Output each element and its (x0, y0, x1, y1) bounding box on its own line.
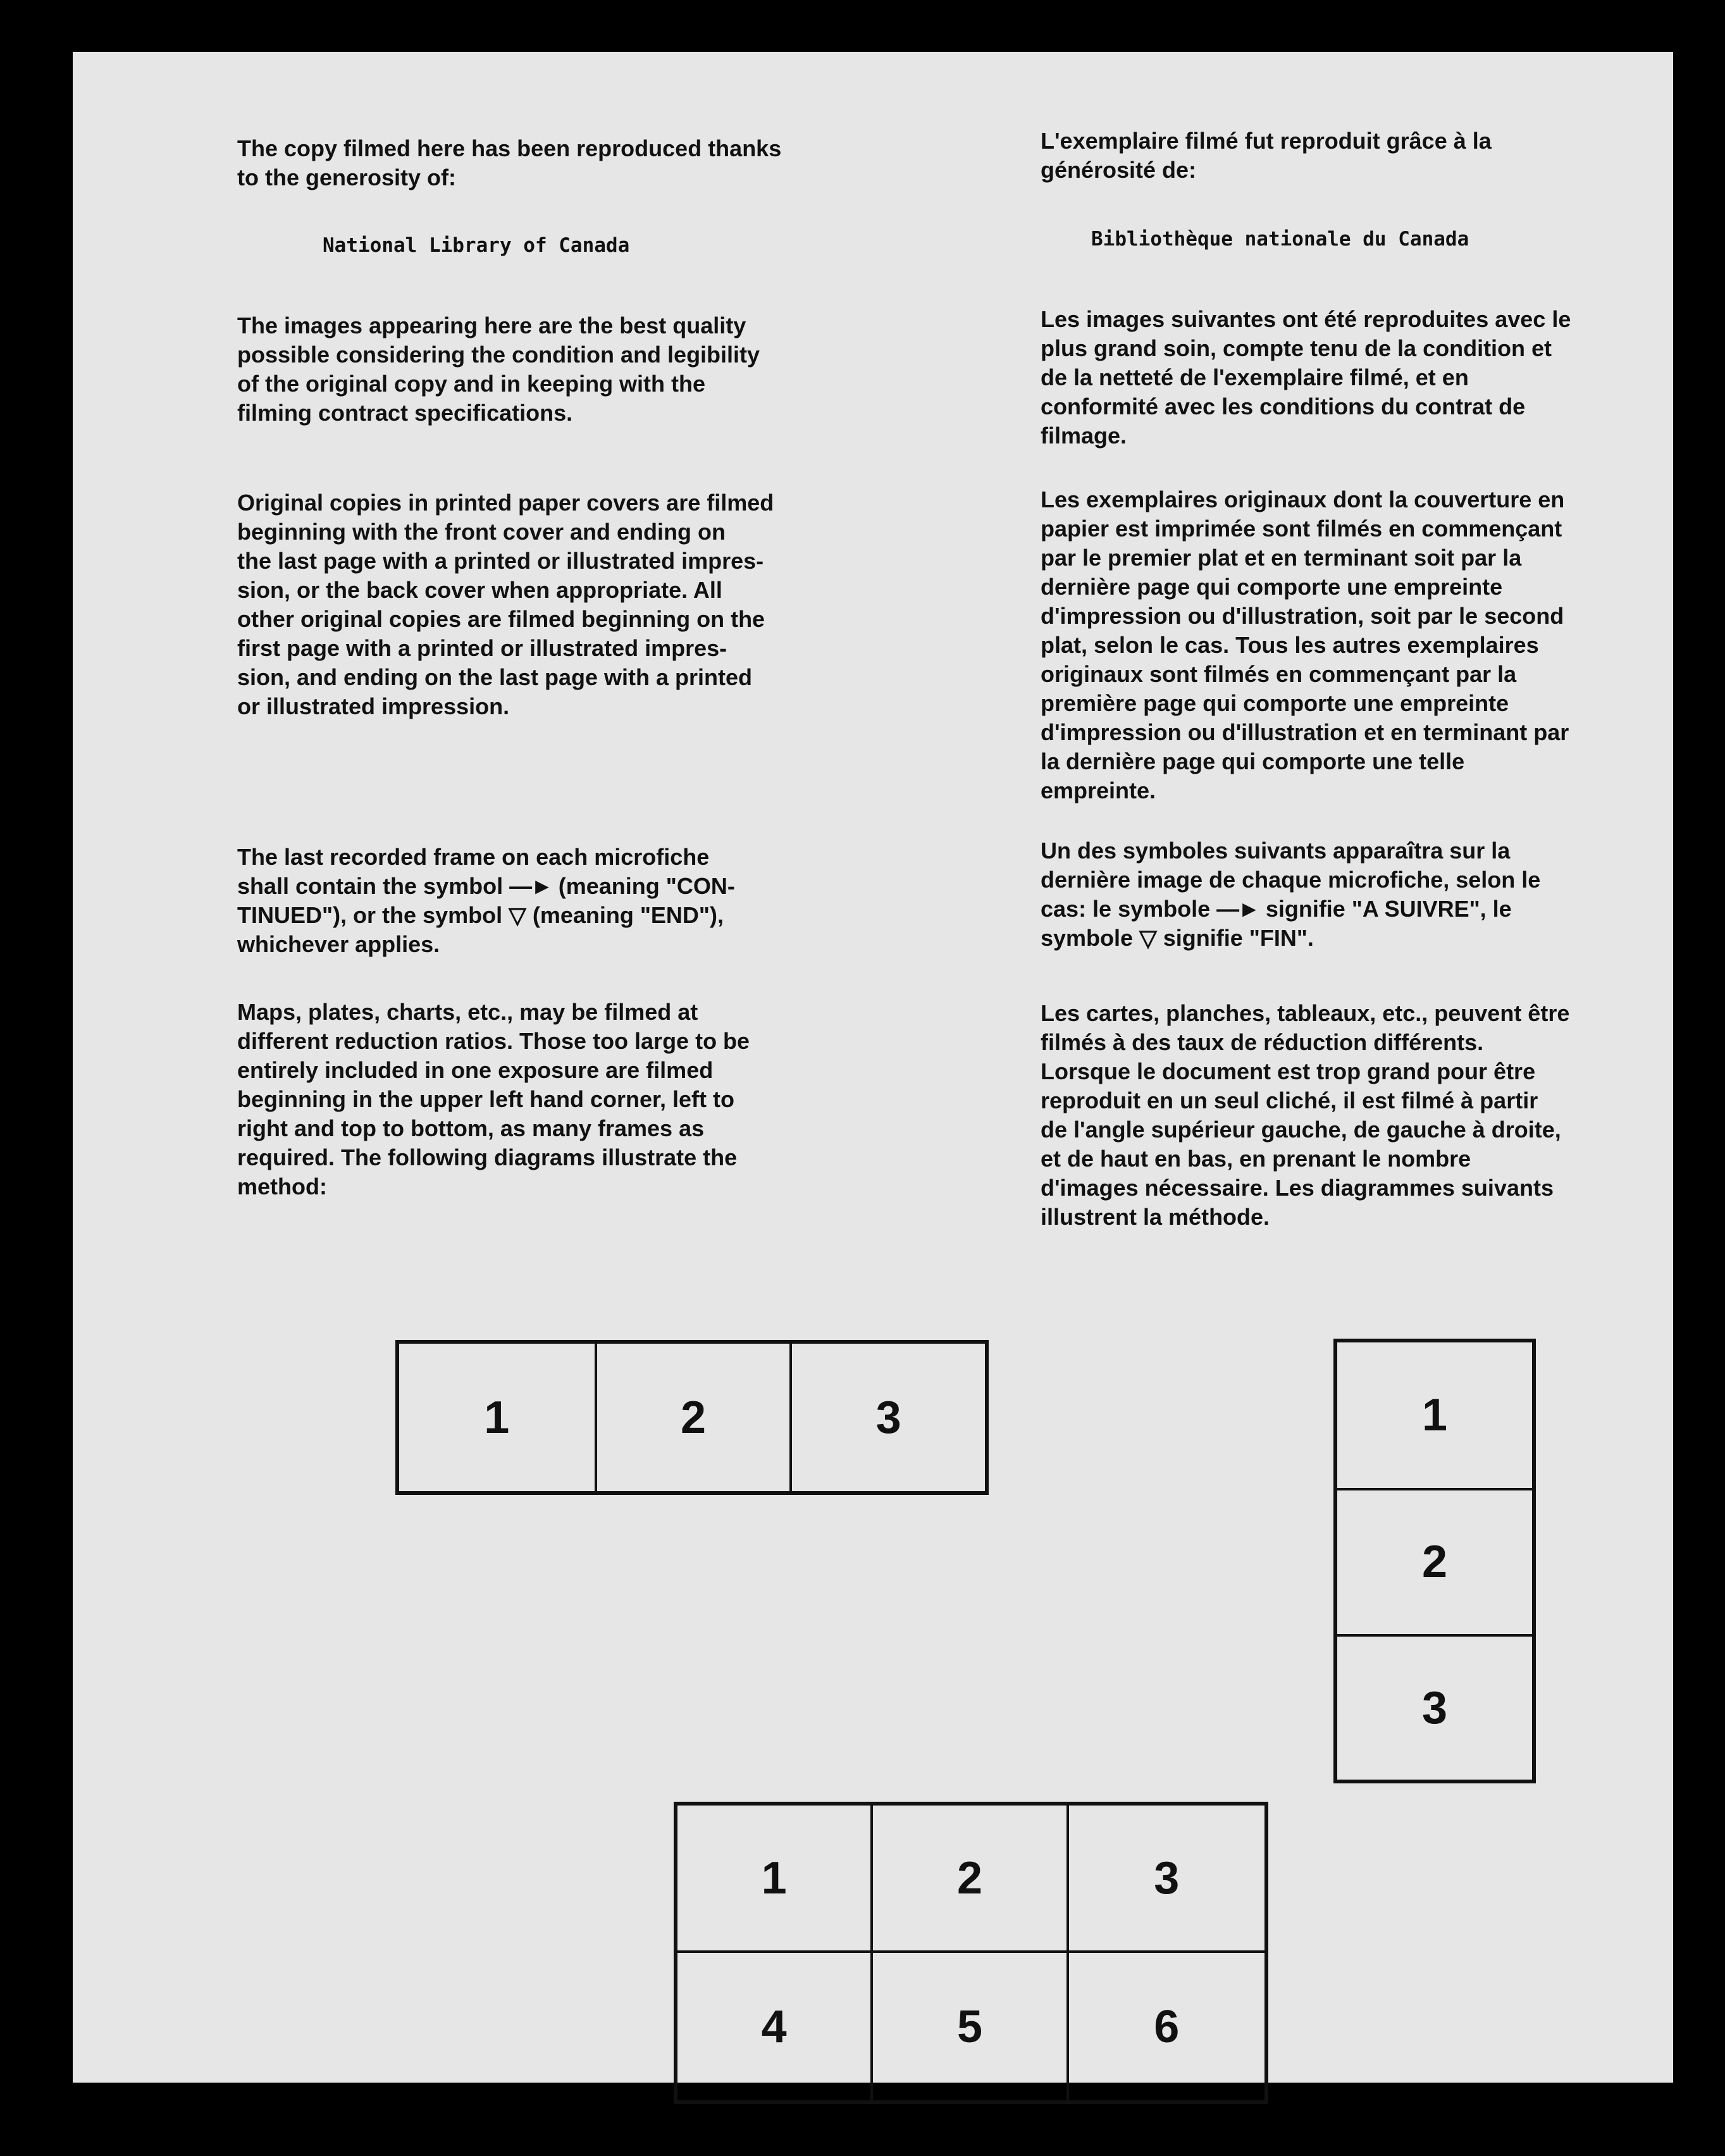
text-line: beginning with the front cover and ending on (237, 519, 726, 545)
original-copies-paragraph-fr (1041, 485, 1569, 805)
text-line: first page with a printed or illustrated impres- (237, 635, 727, 661)
text-line: originaux sont filmés en commençant par la (1041, 661, 1517, 687)
text-line: filmés à des taux de réduction différents. (1041, 1029, 1484, 1055)
text-line: et de haut en bas, en prenant le nombre (1041, 1146, 1471, 1172)
filming-notice-page (73, 52, 1673, 2083)
frame-cell: 2 (595, 1344, 790, 1491)
text-line: of the original copy and in keeping with the (237, 371, 706, 397)
frame-cell: 2 (1337, 1488, 1532, 1633)
text-line: the last page with a printed or illustrated impres- (237, 548, 764, 574)
thanks-paragraph-fr (1041, 127, 1492, 185)
grid-frames-diagram (674, 1802, 1268, 2104)
text-line (1041, 924, 1540, 953)
text-line: illustrent la méthode. (1041, 1204, 1270, 1230)
text-line: générosité de: (1041, 157, 1197, 183)
maps-paragraph-fr (1041, 999, 1569, 1232)
text-line: Les cartes, planches, tableaux, etc., peuvent être (1041, 1000, 1570, 1026)
thanks-paragraph-en (237, 134, 781, 192)
fin-triangle-icon: ▽ (1139, 925, 1157, 951)
text-line: entirely included in one exposure are filmed (237, 1057, 714, 1083)
frame-cell: 6 (1154, 2001, 1180, 2052)
library-name-en: National Library of Canada (323, 234, 630, 257)
text-line: other original copies are filmed beginning on the (237, 606, 765, 632)
text-line: Maps, plates, charts, etc., may be filmed at (237, 999, 698, 1025)
text-line: papier est imprimée sont filmés en commençant (1041, 516, 1562, 542)
text-fragment: (meaning "CON- (558, 873, 735, 899)
frame-cell: 1 (1421, 1390, 1448, 1441)
text-line: different reduction ratios. Those too large to be (237, 1028, 750, 1054)
text-line: par le premier plat et en terminant soit par la (1041, 545, 1522, 571)
text-line: whichever applies. (237, 931, 440, 957)
quality-paragraph-fr (1041, 305, 1571, 450)
text-fragment: (meaning "END"), (532, 902, 724, 928)
text-line: beginning in the upper left hand corner, left to (237, 1086, 735, 1112)
text-line: première page qui comporte une empreinte (1041, 690, 1509, 716)
text-line: d'impression ou d'illustration et en terminant par (1041, 719, 1569, 745)
frame-cell: 3 (789, 1344, 985, 1491)
text-fragment: shall contain the symbol (237, 873, 504, 899)
text-line: dernière image de chaque microfiche, selon le (1041, 867, 1541, 893)
suivre-arrow-icon: —► (1216, 896, 1259, 922)
text-line: L'exemplaire filmé fut reproduit grâce à la (1041, 128, 1492, 154)
text-line: The copy filmed here has been reproduced thanks (237, 135, 782, 161)
text-line: d'impression ou d'illustration, soit par le second (1041, 603, 1564, 629)
text-line: la dernière page qui comporte une telle (1041, 748, 1465, 774)
frame-cell: 1 (677, 1806, 873, 1953)
text-line: possible considering the condition and legibility (237, 342, 760, 368)
text-line: The last recorded frame on each microfiche (237, 844, 710, 870)
text-fragment: TINUED"), or the symbol (237, 902, 503, 928)
symbol-paragraph-fr (1041, 836, 1540, 953)
symbol-paragraph-en (237, 843, 735, 959)
text-line (237, 901, 735, 930)
end-triangle-icon: ▽ (509, 902, 526, 928)
text-line: Un des symboles suivants apparaîtra sur la (1041, 838, 1511, 864)
horizontal-frames-diagram (395, 1340, 989, 1495)
text-fragment: signifie "FIN". (1163, 925, 1314, 951)
text-fragment: cas: le symbole (1041, 896, 1211, 922)
text-line: de la netteté de l'exemplaire filmé, et en (1041, 364, 1469, 390)
text-line: reproduit en un seul cliché, il est filmé à partir (1041, 1087, 1538, 1113)
text-line: Les images suivantes ont été reproduites avec le (1041, 306, 1571, 332)
text-line: The images appearing here are the best quality (237, 313, 746, 338)
frame-cell: 3 (1337, 1634, 1532, 1780)
frame-cell: 3 (1069, 1806, 1264, 1953)
text-line: conformité avec les conditions du contrat de (1041, 393, 1526, 419)
text-line: required. The following diagrams illustrate the (237, 1144, 738, 1170)
library-name-fr: Bibliothèque nationale du Canada (1091, 228, 1469, 251)
text-line: to the generosity of: (237, 164, 457, 190)
text-line: filming contract specifications. (237, 400, 573, 426)
quality-paragraph-en (237, 311, 760, 428)
text-line: plus grand soin, compte tenu de la condition et (1041, 335, 1552, 361)
frame-cell: 1 (484, 1392, 510, 1443)
text-fragment: symbole (1041, 925, 1134, 951)
frame-cell: 5 (873, 1953, 1068, 2100)
text-line: filmage. (1041, 423, 1127, 449)
text-fragment: signifie "A SUIVRE", le (1265, 896, 1512, 922)
text-line: or illustrated impression. (237, 693, 510, 719)
maps-paragraph-en (237, 998, 750, 1201)
text-line: right and top to bottom, as many frames as (237, 1115, 705, 1141)
text-line: dernière page qui comporte une empreinte (1041, 574, 1503, 600)
text-line (1041, 895, 1540, 924)
text-line: sion, or the back cover when appropriate. All (237, 577, 722, 603)
text-line: method: (237, 1174, 327, 1199)
text-line: Lorsque le document est trop grand pour être (1041, 1058, 1536, 1084)
text-line: Les exemplaires originaux dont la couverture en (1041, 486, 1565, 512)
text-line: empreinte. (1041, 778, 1156, 803)
frame-cell: 4 (677, 1953, 873, 2100)
text-line (237, 872, 735, 901)
original-copies-paragraph-en (237, 488, 774, 721)
frame-cell: 2 (873, 1806, 1068, 1953)
continued-arrow-icon: —► (509, 873, 552, 899)
text-line: de l'angle supérieur gauche, de gauche à droite, (1041, 1117, 1561, 1143)
vertical-frames-diagram (1333, 1339, 1536, 1783)
text-line: Original copies in printed paper covers are filmed (237, 490, 774, 516)
text-line: plat, selon le cas. Tous les autres exemplaires (1041, 632, 1539, 658)
text-line: d'images nécessaire. Les diagrammes suivants (1041, 1175, 1554, 1201)
text-line: sion, and ending on the last page with a printed (237, 664, 753, 690)
